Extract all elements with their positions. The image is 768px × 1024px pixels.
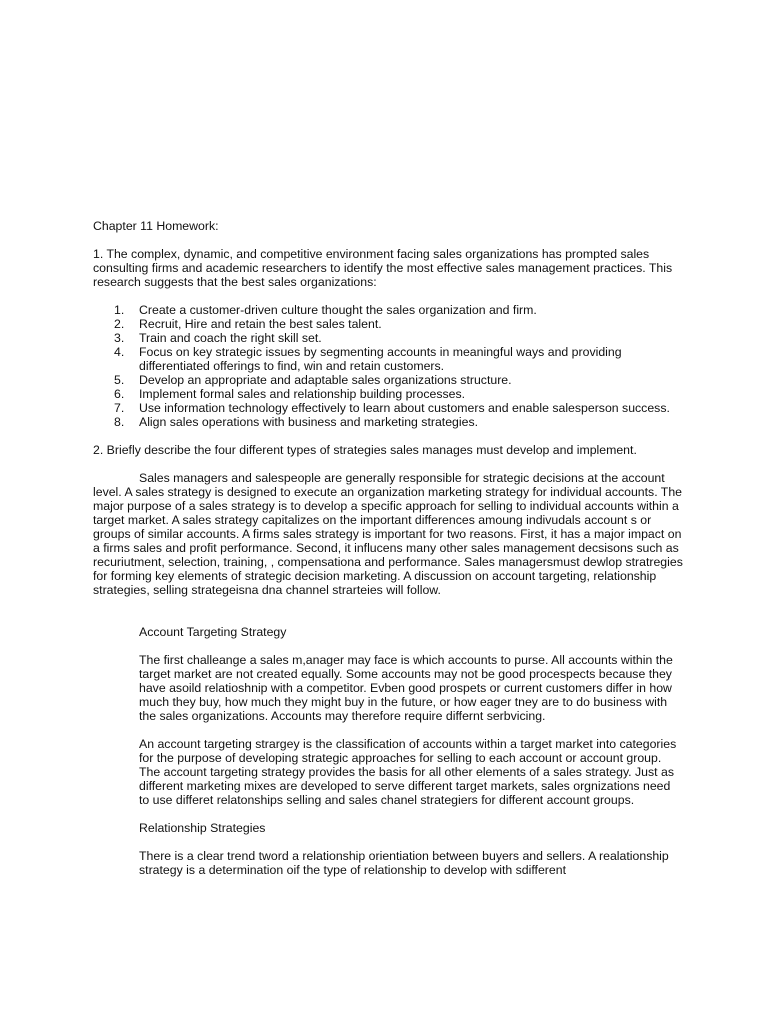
question-2-answer: Sales managers and salespeople are generally responsible for strategic decisions at the account level. A sales strategy is designed to execute an organization marketing strategy for individual accounts. The major purpose of a sales strategy is to develop a specific approach for selling to individual accounts within a target market. A sales strategy capitalizes on the important differences amoung indivudals account s or groups of similar accounts. A firms sales strategy is important for two reasons. First, it has a major impact on a firms sales and profit performance. Second, it influcens many other sales management decsisons such as recuriutment, selection, training, , compensationa and performance. Sales managersmust dewlop stratregies for forming key elements of strategic decision marketing. A discussion on account targeting, relationship strategies, selling strategeisna dna channel strarteies will follow.: [93, 471, 683, 597]
list-item-text: Focus on key strategic issues by segmenting accounts in meaningful ways and providing differentiated offerings to find, win and retain customers.: [139, 345, 622, 373]
list-item: [93, 345, 683, 373]
list-item-number: 4.: [114, 345, 125, 359]
list-item-number: 5.: [114, 373, 125, 387]
question-2: 2. Briefly describe the four different types of strategies sales manages must develop and implement.: [93, 443, 637, 457]
section-heading: Account Targeting Strategy: [139, 625, 287, 639]
list-item: [93, 387, 683, 401]
section-paragraph: There is a clear trend tword a relationship orientiation between buyers and sellers. A realationship strategy is a determination oif the type of relationship to develop with sdifferent: [139, 849, 669, 877]
list-item-text: Implement formal sales and relationship building processes.: [139, 387, 466, 401]
list-item: [93, 415, 683, 429]
list-item-text: Use information technology effectively to learn about customers and enable salesperson success.: [139, 401, 670, 415]
list-item-text: Create a customer-driven culture thought the sales organization and firm.: [139, 303, 537, 317]
list-item: [93, 303, 683, 317]
list-item: [93, 373, 683, 387]
section-heading: Relationship Strategies: [139, 821, 266, 835]
list-item-text: Recruit, Hire and retain the best sales talent.: [139, 317, 382, 331]
question-1: 1. The complex, dynamic, and competitive environment facing sales organizations has prompted sales consulting firms and academic researchers to identify the most effective sales management practices. This research suggests that the best sales organizations:: [93, 247, 673, 289]
document-body: [93, 219, 683, 891]
list-item-number: 6.: [114, 387, 125, 401]
list-item-number: 8.: [114, 415, 125, 429]
list-item-number: 1.: [114, 303, 125, 317]
list-item-number: 2.: [114, 317, 125, 331]
list-item-text: Train and coach the right skill set.: [139, 331, 322, 345]
best-practices-list: [93, 303, 683, 429]
section-paragraph: The first challeange a sales m,anager may face is which accounts to purse. All accounts within the target market are not created equally. Some accounts may not be good procespects because they have asoild relatioshnip with a competitor. Evben good prospets or current customers differ in how much they buy, how much they might buy in the future, or how eager tney are to do business with the sales organizations. Accounts may therefore require differnt serbvicing.: [139, 653, 673, 723]
list-item: [93, 401, 683, 415]
list-item: [93, 331, 683, 345]
list-item-text: Align sales operations with business and marketing strategies.: [139, 415, 479, 429]
section-paragraph: An account targeting strargey is the classification of accounts within a target market into categories for the purpose of developing strategic approaches for selling to each account or account group. The account targeting strategy provides the basis for all other elements of a sales strategy. Just as different marketing mixes are developed to serve different target markets, sales orgnizations need to use differet relatonships selling and sales chanel strategiers for different account groups.: [139, 737, 677, 807]
account-targeting-section: [139, 625, 683, 807]
list-item: [93, 317, 683, 331]
relationship-section: [139, 821, 683, 877]
list-item-number: 3.: [114, 331, 125, 345]
document-title: Chapter 11 Homework:: [93, 219, 219, 233]
list-item-text: Develop an appropriate and adaptable sales organizations structure.: [139, 373, 512, 387]
list-item-number: 7.: [114, 401, 125, 415]
